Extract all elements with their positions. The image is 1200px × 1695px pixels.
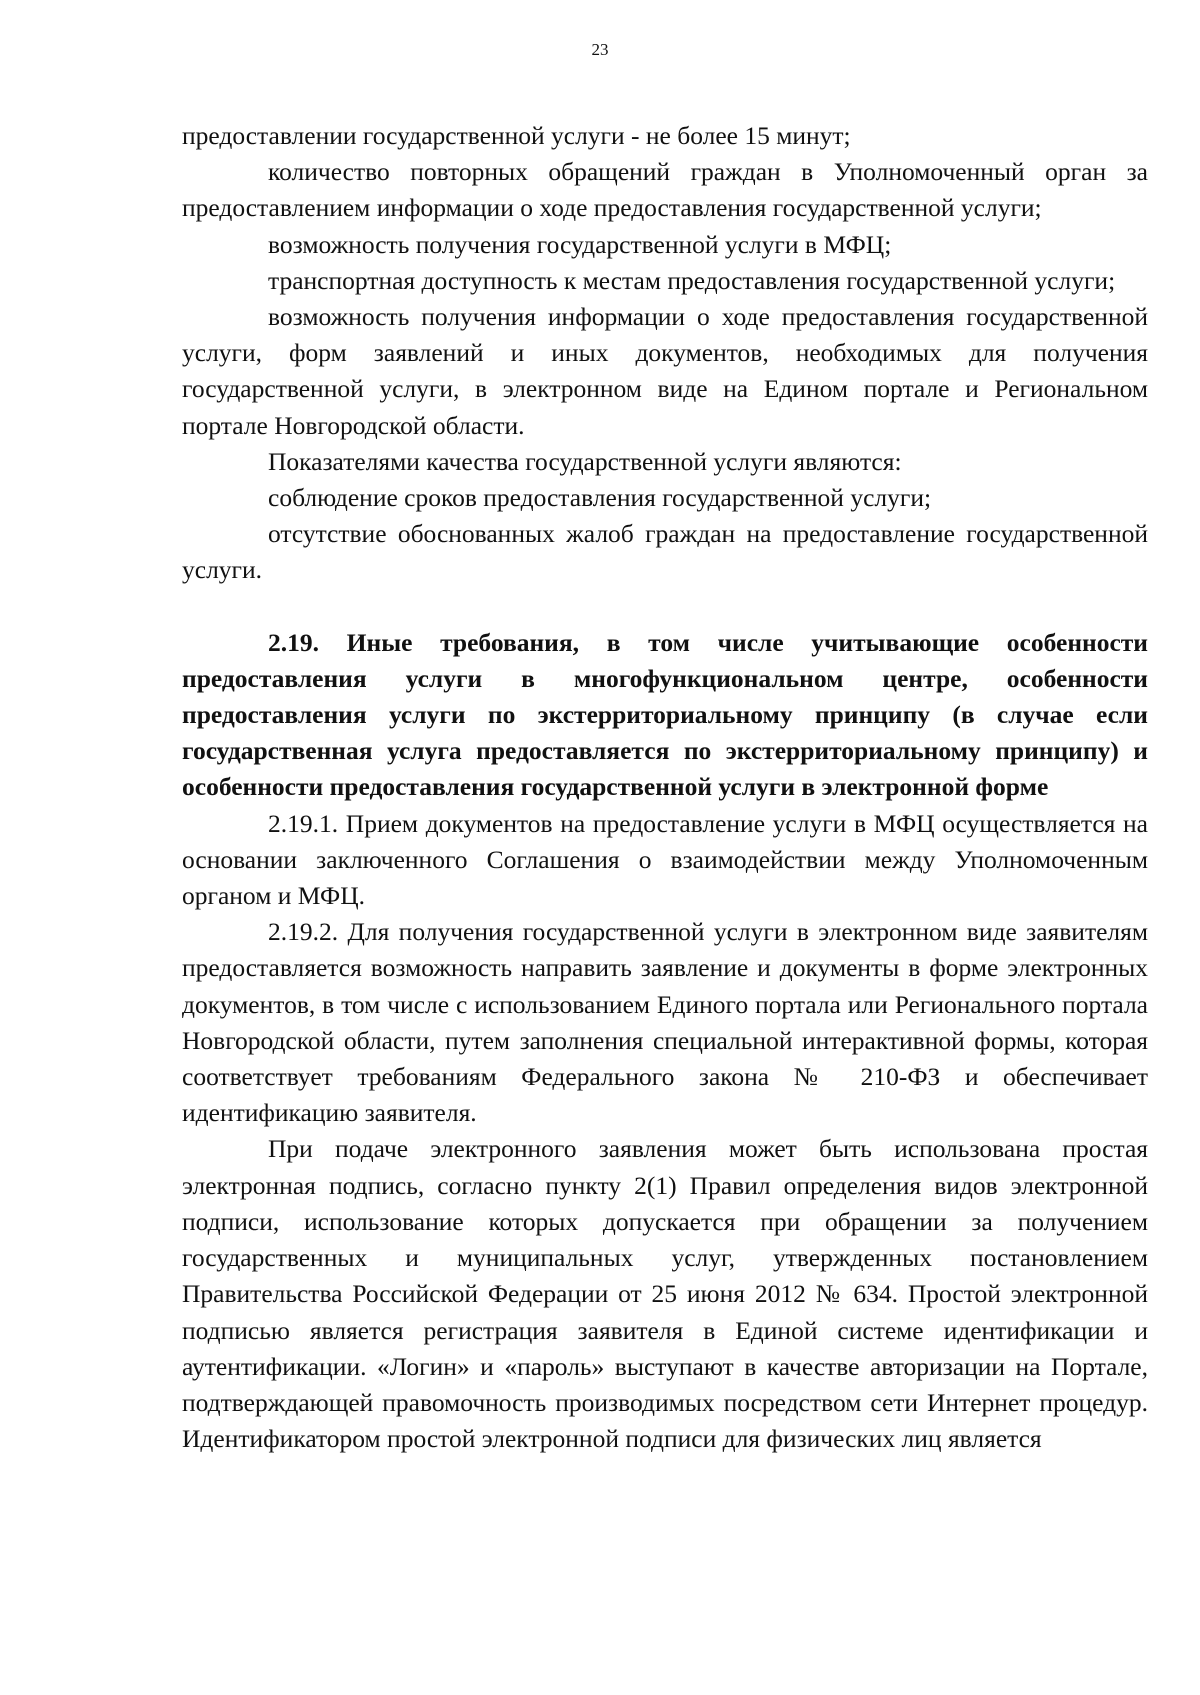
paragraph-transport-access: транспортная доступность к местам предоставления государственной услуги; <box>268 265 1116 295</box>
document-body <box>182 118 1148 1457</box>
paragraph-no-complaints: отсутствие обоснованных жалоб граждан на предоставление государственной услуги. <box>182 519 1148 585</box>
paragraph-quality-indicators: Показателями качества государственной услуги являются: <box>268 446 902 476</box>
paragraph-deadline-compliance: соблюдение сроков предоставления государственной услуги; <box>268 483 932 513</box>
paragraph-2-19-1: 2.19.1. Прием документов на предоставление услуги в МФЦ осуществляется на основании заключенного Соглашения о взаимодействии между Уполномоченным органом и МФЦ. <box>182 808 1148 911</box>
paragraph-electronic-info: возможность получения информации о ходе предоставления государственной услуги, форм заявлений и иных документов, необходимых для получения государственной услуги, в электронном виде на Едином портале и Региональном портале Новгородской области. <box>182 302 1148 440</box>
paragraph-mfc-availability: возможность получения государственной услуги в МФЦ; <box>268 229 892 259</box>
paragraph-2-19-2: 2.19.2. Для получения государственной услуги в электронном виде заявителям предоставляется возможность направить заявление и документы в форме электронных документов, в том числе с использованием Единого портала или Регионального портала Новгородской области, путем заполнения специальной интерактивной формы, которая соответствует требованиям Федерального закона № 210-ФЗ и обеспечивает идентификацию заявителя. <box>182 917 1148 1128</box>
section-spacer <box>182 589 1148 625</box>
paragraph-electronic-signature: При подаче электронного заявления может быть использована простая электронная подпись, согласно пункту 2(1) Правил определения видов электронной подписи, использование которых допускается при обращении за получением государственных и муниципальных услуг, утвержденных постановлением Правительства Российской Федерации от 25 июня 2012 № 634. Простой электронной подписью является регистрация заявителя в Единой системе идентификации и аутентификации. «Логин» и «пароль» выступают в качестве авторизации на Портале, подтверждающей правомочность производимых посредством сети Интернет процедур. Идентификатором простой электронной подписи для физических лиц является <box>182 1134 1148 1454</box>
paragraph-continuation: предоставлении государственной услуги - не более 15 минут; <box>182 121 851 150</box>
section-heading: 2.19. Иные требования, в том числе учитывающие особенности предоставления услуги в многофункциональном центре, особенности предоставления услуги по экстерриториальному принципу (в случае если государственная услуга предоставляется по экстерриториальному принципу) и особенности предоставления государственной услуги в электронной форме <box>182 627 1148 802</box>
page-number: 23 <box>591 40 609 59</box>
paragraph-repeat-requests: количество повторных обращений граждан в Уполномоченный орган за предоставлением информации о ходе предоставления государственной услуги; <box>182 157 1148 223</box>
